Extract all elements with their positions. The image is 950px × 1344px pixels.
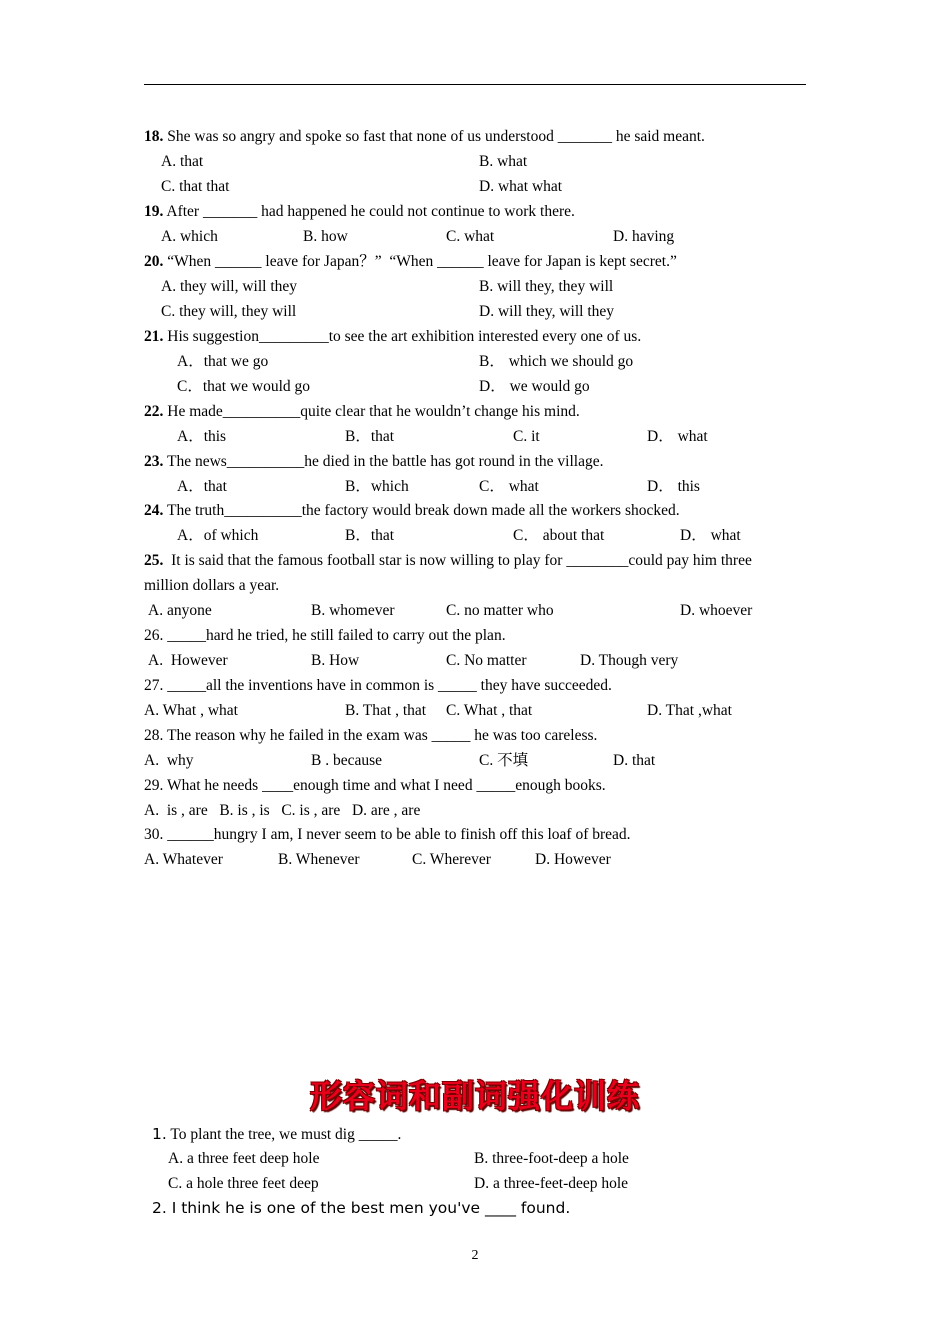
question-21 bbox=[144, 327, 641, 347]
question-text: To plant the tree, we must dig _____. bbox=[166, 1126, 402, 1143]
option: B. how bbox=[303, 228, 348, 245]
option: D. whoever bbox=[680, 602, 753, 619]
option: A. is , are B. is , is C. is , are D. are , are bbox=[144, 802, 421, 819]
option: D. However bbox=[535, 851, 611, 868]
question-number: 26. bbox=[144, 627, 164, 644]
option: A. that bbox=[161, 153, 204, 170]
option: A. What , what bbox=[144, 702, 238, 719]
option: B. How bbox=[311, 652, 360, 669]
question-25 bbox=[144, 551, 752, 571]
option: C. it bbox=[513, 428, 540, 445]
section2-question-2: 2. I think he is one of the best men you've ____ found. bbox=[152, 1199, 571, 1217]
option: D． we would go bbox=[479, 378, 590, 395]
section2-question-1 bbox=[152, 1124, 401, 1145]
question-text: “When ______ leave for Japan？” “When ______ leave for Japan is kept secret.” bbox=[163, 253, 677, 270]
option: D. a three-feet-deep hole bbox=[474, 1175, 629, 1192]
option: A. why bbox=[144, 752, 194, 769]
header-rule bbox=[144, 84, 806, 85]
option: A．of which bbox=[177, 527, 259, 544]
option: D. That ,what bbox=[647, 702, 732, 719]
option: C. What , that bbox=[446, 702, 533, 719]
question-text: The reason why he failed in the exam was _____ he was too careless. bbox=[163, 727, 598, 744]
option: B．which bbox=[345, 478, 409, 495]
option: B. what bbox=[479, 153, 528, 170]
option: C. 不填 bbox=[479, 752, 529, 769]
question-number: 19. bbox=[144, 203, 164, 220]
question-number: 21. bbox=[144, 328, 164, 345]
option: A. a three feet deep hole bbox=[168, 1150, 320, 1167]
option: D. will they, will they bbox=[479, 303, 615, 320]
option: A. Whatever bbox=[144, 851, 223, 868]
option: B. That , that bbox=[345, 702, 427, 719]
question-text: After _______ had happened he could not continue to work there. bbox=[163, 203, 575, 220]
question-26 bbox=[144, 626, 506, 646]
question-number: 22. bbox=[144, 403, 164, 420]
option: D. Though very bbox=[580, 652, 679, 669]
page-number: 2 bbox=[471, 1248, 479, 1263]
question-number: 27. bbox=[144, 677, 164, 694]
question-28 bbox=[144, 726, 597, 746]
question-18 bbox=[144, 127, 705, 147]
question-text: He made__________quite clear that he wouldn’t change his mind. bbox=[163, 403, 580, 420]
option: B．that bbox=[345, 428, 395, 445]
question-text: The news__________he died in the battle has got round in the village. bbox=[163, 453, 604, 470]
option: A．that bbox=[177, 478, 227, 495]
option: B. Whenever bbox=[278, 851, 360, 868]
question-27 bbox=[144, 676, 612, 696]
option: D. what what bbox=[479, 178, 563, 195]
question-23 bbox=[144, 452, 603, 472]
option: C． about that bbox=[513, 527, 605, 544]
section-title: 形容词和副词强化训练 bbox=[309, 1077, 640, 1115]
option: C. a hole three feet deep bbox=[168, 1175, 319, 1192]
question-text: She was so angry and spoke so fast that none of us understood _______ he said meant. bbox=[163, 128, 705, 145]
option: C． what bbox=[479, 478, 539, 495]
question-number: 29. bbox=[144, 777, 164, 794]
option: B. whomever bbox=[311, 602, 395, 619]
question-number: 24. bbox=[144, 502, 164, 519]
question-22 bbox=[144, 402, 580, 422]
option: D. having bbox=[613, 228, 675, 245]
option: C. No matter bbox=[446, 652, 527, 669]
question-20 bbox=[144, 252, 677, 272]
option: D． this bbox=[647, 478, 700, 495]
question-19 bbox=[144, 202, 575, 222]
option: A．that we go bbox=[177, 353, 269, 370]
question-text: The truth__________the factory would break down made all the workers shocked. bbox=[163, 502, 680, 519]
question-29 bbox=[144, 776, 606, 796]
option: C. that that bbox=[161, 178, 230, 195]
option: D． what bbox=[647, 428, 708, 445]
question-24 bbox=[144, 501, 680, 521]
option: A．this bbox=[177, 428, 227, 445]
question-number: 23. bbox=[144, 453, 164, 470]
question-number: 28. bbox=[144, 727, 164, 744]
option: C. Wherever bbox=[412, 851, 491, 868]
question-text: _____all the inventions have in common is _____ they have succeeded. bbox=[163, 677, 612, 694]
option: A. they will, will they bbox=[161, 278, 298, 295]
option: B．that bbox=[345, 527, 395, 544]
question-number: 1. bbox=[152, 1125, 167, 1143]
question-text: It is said that the famous football star is now willing to play for ________could pay him three bbox=[163, 552, 752, 569]
option: D. that bbox=[613, 752, 656, 769]
option: B. three-foot-deep a hole bbox=[474, 1150, 629, 1167]
option: A. which bbox=[161, 228, 218, 245]
question-number: 20. bbox=[144, 253, 164, 270]
option: A. However bbox=[148, 652, 228, 669]
question-text: ______hungry I am, I never seem to be able to finish off this loaf of bread. bbox=[163, 826, 631, 843]
question-30 bbox=[144, 825, 631, 845]
option: B . because bbox=[311, 752, 383, 769]
option: C. no matter who bbox=[446, 602, 554, 619]
question-number: 18. bbox=[144, 128, 164, 145]
option: C．that we would go bbox=[177, 378, 311, 395]
question-text: What he needs ____enough time and what I need _____enough books. bbox=[163, 777, 606, 794]
option: B. will they, they will bbox=[479, 278, 614, 295]
question-text: His suggestion_________to see the art exhibition interested every one of us. bbox=[163, 328, 642, 345]
option: C. what bbox=[446, 228, 495, 245]
option: D． what bbox=[680, 527, 741, 544]
question-number: 25. bbox=[144, 552, 164, 569]
question-number: 30. bbox=[144, 826, 164, 843]
question-text: _____hard he tried, he still failed to carry out the plan. bbox=[163, 627, 506, 644]
option: A. anyone bbox=[148, 602, 212, 619]
question-text-continued: million dollars a year. bbox=[144, 577, 280, 594]
option: C. they will, they will bbox=[161, 303, 297, 320]
option: B． which we should go bbox=[479, 353, 634, 370]
